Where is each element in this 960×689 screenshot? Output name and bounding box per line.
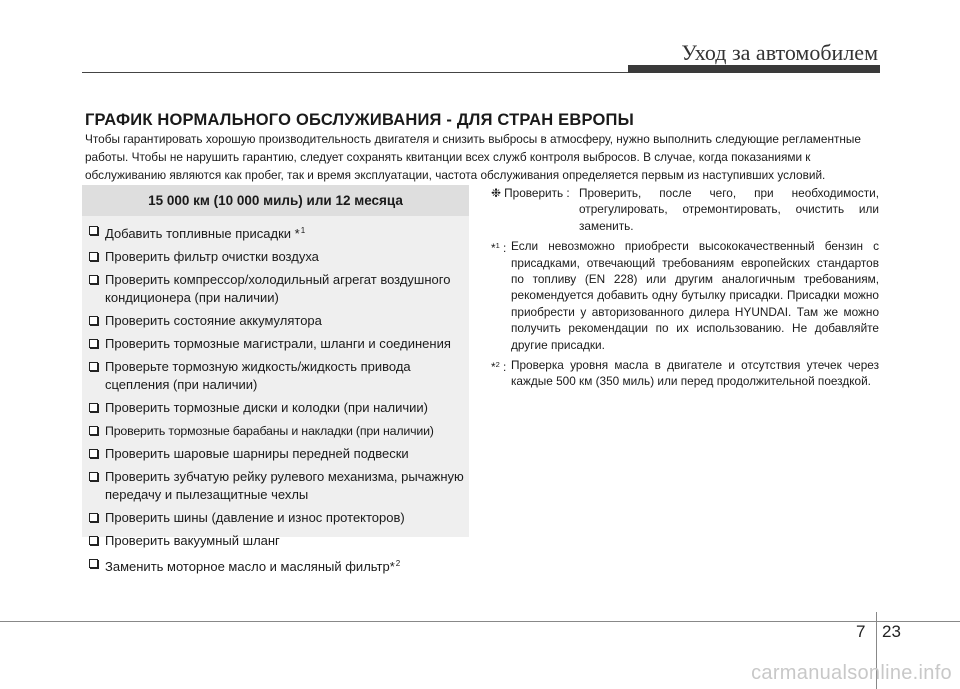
checklist-item-text: Проверьте тормозную жидкость/жидкость привода сцепления (при наличии) [105,359,411,392]
note-text: Проверить, после чего, при необходимости, отрегулировать, отремонтировать, очистить или заменить. [579,186,879,233]
checkbox-icon [89,559,98,568]
watermark: carmanualsonline.info [751,662,952,684]
page-number: 23 [882,622,901,641]
checkbox-icon [89,362,98,371]
intro-line: Чтобы гарантировать хорошую производительность двигателя и снизить выбросы в атмосферу, нужно выполнить следующие регламентные [85,132,861,146]
footnote-ref: 2 [395,559,401,568]
checkbox-icon [89,449,98,458]
intro-line: обслуживанию являются как пробег, так и время эксплуатации, частота обслуживания определяется первым из наступивших условий. [85,168,826,182]
checklist-item-text: Проверить зубчатую рейку рулевого механизма, рычажную передачу и пылезащитные чехлы [105,469,464,502]
header-title: Уход за автомобилем [681,40,878,65]
chapter-number: 7 [856,622,866,641]
schedule-checklist [82,216,469,576]
checklist-item-text: Проверить состояние аккумулятора [105,313,322,328]
footnotes [491,185,879,394]
checklist-item [82,445,469,463]
checklist-item [82,555,469,576]
header-rule [82,72,630,73]
checklist-item [82,271,469,307]
checklist-item [82,509,469,527]
checkbox-icon [89,513,98,522]
header-rule-accent [628,65,880,73]
section-title: ГРАФИК НОРМАЛЬНОГО ОБСЛУЖИВАНИЯ - ДЛЯ СТРАН ЕВРОПЫ [85,111,634,129]
checklist-item [82,335,469,353]
checklist-item-text: Проверить шаровые шарниры передней подвески [105,446,409,461]
checklist-item [82,312,469,330]
checkbox-icon [89,472,98,481]
checklist-item [82,358,469,394]
footnote-number: 2 [495,360,500,370]
checkbox-icon [89,275,98,284]
note-text: Проверка уровня масла в двигателе и отсутствия утечек через каждые 500 км (350 миль) или перед продолжительной поездкой. [511,358,879,389]
checklist-item [82,399,469,417]
checklist-item [82,468,469,504]
maintenance-schedule-table [82,185,469,574]
checklist-item-text: Проверить вакуумный шланг [105,533,280,548]
checklist-item-text: Проверить фильтр очистки воздуха [105,249,319,264]
footnote-mark: * [491,360,496,375]
checkbox-icon [89,536,98,545]
checkbox-icon [89,403,98,412]
checklist-item-text: Заменить моторное масло и масляный фильтр* [105,559,395,574]
checklist-item-text: Проверить компрессор/холодильный агрегат воздушного кондиционера (при наличии) [105,272,451,305]
checkbox-icon [89,316,98,325]
checklist-item-text: Проверить тормозные диски и колодки (при наличии) [105,400,428,415]
schedule-interval-header: 15 000 км (10 000 миль) или 12 месяца [82,185,469,216]
checkbox-icon [89,426,98,435]
checklist-item-text: Проверить тормозные барабаны и накладки (при наличии) [105,424,434,438]
note-text: Если невозможно приобрести высококачественный бензин с присадками, отвечающий требованиям европейских стандартов по топливу (EN 228) или другим аналогичным требованиям, рекомендуется добавить одну бутылку присадки. Присадки можно приобрести у авторизованного дилера HYUNDAI. Там же можно получить рекомендации по их использованию. Не добавляйте другие присадки. [511,239,879,352]
checkbox-icon [89,252,98,261]
note-term [491,238,506,256]
footnote-separator: : [503,360,507,375]
checklist-item [82,532,469,550]
note-footnote-2 [491,357,879,390]
checklist-item-text: Проверить тормозные магистрали, шланги и соединения [105,336,451,351]
checklist-item-text: Добавить топливные присадки * [105,226,300,241]
note-term: ❉ Проверить : [491,186,570,200]
footnote-separator: : [503,241,507,256]
checklist-item-text: Проверить шины (давление и износ протекторов) [105,510,405,525]
checklist-item [82,248,469,266]
checkbox-icon [89,339,98,348]
footnote-number: 1 [495,241,500,251]
footnote-ref: 1 [300,226,306,235]
note-term [491,357,506,375]
checklist-item [82,422,469,440]
checklist-item [82,222,469,243]
note-check-definition [491,185,879,234]
footer-rule [0,621,960,622]
checkbox-icon [89,226,98,235]
intro-line: работы. Чтобы не нарушить гарантию, следует сохранять квитанции всех служб контроля выбросов. В случае, когда показаниями к [85,150,811,164]
note-footnote-1 [491,238,879,353]
intro-paragraph [85,130,880,184]
footnote-mark: * [491,241,496,256]
